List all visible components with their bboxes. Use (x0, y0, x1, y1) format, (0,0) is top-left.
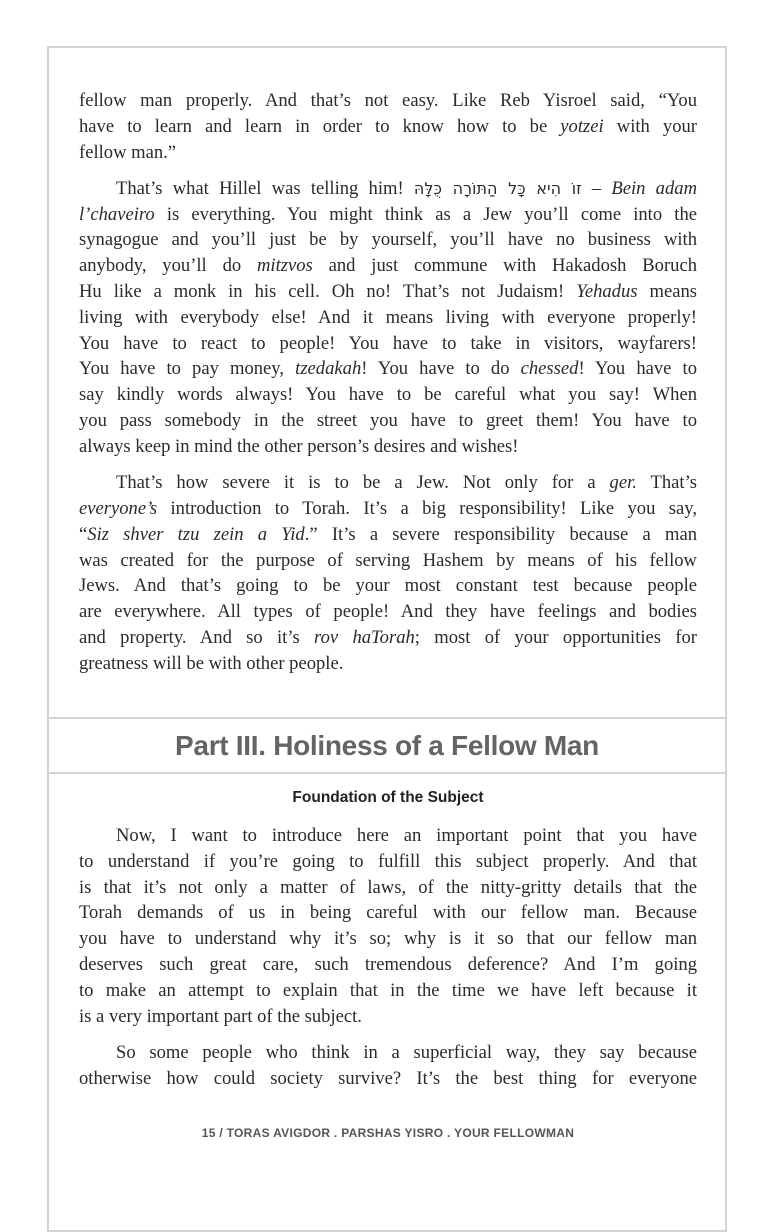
text-run: That’s what Hillel was telling him! (116, 177, 414, 199)
text-line (79, 305, 697, 331)
italic-term: Siz shver tzu zein a Yid (87, 523, 305, 545)
text-line (79, 823, 697, 849)
text-run: living with everybody else! And it means living with everyone properly! (79, 306, 697, 328)
text-line (79, 548, 697, 574)
text-run: That’s (636, 472, 697, 494)
text-line (79, 408, 697, 434)
text-run: You have to pay money, (79, 358, 296, 380)
body-text-section-1 (79, 88, 697, 687)
text-run: introduction to Torah. It’s a big responsibility! Like you say, (157, 497, 697, 519)
text-run: “ (79, 523, 88, 545)
text-run: Torah demands of us in being careful with our fellow man. Because (79, 902, 697, 924)
text-line (79, 1004, 697, 1030)
text-line (79, 875, 697, 901)
text-line (79, 356, 697, 382)
text-run: you pass somebody in the street you have to greet them! You have to (79, 410, 697, 432)
text-line (79, 496, 697, 522)
page-footer: 15 / TORAS AVIGDOR . PARSHAS YISRO . YOUR FELLOWMAN (201, 1126, 575, 1140)
italic-term: everyone’s (79, 497, 158, 519)
text-run: say kindly words always! You have to be careful what you say! When (79, 384, 697, 406)
text-line (79, 382, 697, 408)
subheading: Foundation of the Subject (292, 789, 484, 806)
text-run: ! You have to (578, 358, 697, 380)
italic-term: mitzvos (257, 255, 313, 277)
text-run: with your (603, 115, 697, 137)
text-line (79, 227, 697, 253)
text-line (79, 651, 697, 677)
italic-term: chessed (520, 358, 579, 380)
text-run: to make an attempt to explain that in the time we have left because it (79, 979, 697, 1001)
text-line (79, 202, 697, 228)
body-text-section-2 (79, 823, 697, 1102)
paragraph (79, 823, 697, 1029)
text-run: are everywhere. All types of people! And they have feelings and bodies (79, 601, 697, 623)
text-run: and property. And so it’s (79, 626, 315, 648)
text-line (79, 573, 697, 599)
italic-term: Yehadus (576, 281, 638, 303)
text-run: fellow man properly. And that’s not easy. Like Reb Yisroel said, “You (79, 90, 697, 111)
text-line (79, 926, 697, 952)
text-line (79, 952, 697, 978)
italic-term: rov haTorah (314, 626, 415, 648)
text-run: always keep in mind the other person’s desires and wishes! (79, 435, 519, 457)
text-run: to understand if you’re going to fulfill this subject properly. And that (79, 850, 697, 872)
text-run: Hu like a monk in his cell. Oh no! That’s not Judaism! (79, 281, 577, 303)
italic-term: ger. (609, 472, 637, 494)
text-line (79, 625, 697, 651)
text-run: you have to understand why it’s so; why is it so that our fellow man (79, 928, 697, 950)
text-run: Now, I want to introduce here an important point that you have (116, 825, 697, 846)
text-line (79, 849, 697, 875)
text-run: is everything. You might think as a Jew you’ll come into the (154, 203, 697, 225)
hebrew-quote: זוֹ הִיא כָּל הַתּוֹרָה כֻּלָּהּ (413, 178, 582, 198)
text-line (79, 253, 697, 279)
text-run: That’s how severe it is to be a Jew. Not only for a (116, 472, 610, 494)
italic-term: Bein adam (611, 177, 698, 199)
text-run: have to learn and learn in order to know how to be (79, 115, 561, 137)
text-line (79, 470, 697, 496)
text-line (79, 114, 697, 140)
text-run: means (637, 281, 697, 303)
text-run: You have to react to people! You have to take in visitors, wayfarers! (79, 332, 697, 354)
text-run: and just commune with Hakadosh Boruch (312, 255, 697, 277)
text-run: fellow man.” (79, 141, 177, 163)
text-line (79, 279, 697, 305)
text-line (79, 1066, 697, 1092)
text-run: ; most of your opportunities for (414, 626, 697, 648)
text-run: Jews. And that’s going to be your most constant test because people (79, 575, 697, 597)
text-run: ! You have to do (361, 358, 521, 380)
paragraph (79, 470, 697, 676)
paragraph (79, 176, 697, 460)
text-run: is a very important part of the subject. (79, 1005, 362, 1027)
text-line (79, 331, 697, 357)
text-line (79, 978, 697, 1004)
text-line (79, 88, 697, 114)
text-run: – (581, 177, 612, 199)
part-title: Part III. Holiness of a Fellow Man (175, 729, 599, 761)
italic-term: l’chaveiro (79, 203, 155, 225)
text-run: greatness will be with other people. (79, 652, 344, 674)
italic-term: yotzei (560, 115, 604, 137)
text-line (79, 176, 697, 202)
text-line (79, 1040, 697, 1066)
text-line (79, 599, 697, 625)
text-line (79, 900, 697, 926)
text-run: So some people who think in a superficial way, they say because (116, 1041, 697, 1063)
part-title-bar (47, 717, 727, 774)
text-run: deserves such great care, such tremendous deference? And I’m going (79, 953, 697, 975)
text-run: anybody, you’ll do (79, 255, 257, 277)
text-run: synagogue and you’ll just be by yourself, you’ll have no business with (79, 229, 697, 251)
text-run: is that it’s not only a matter of laws, of the nitty-gritty details that the (79, 876, 697, 898)
text-line (79, 434, 697, 460)
paragraph (79, 88, 697, 165)
italic-term: tzedakah (295, 358, 362, 380)
text-line (79, 140, 697, 166)
paragraph (79, 1040, 697, 1092)
text-run: otherwise how could society survive? It’s the best thing for everyone (79, 1067, 697, 1089)
text-line (79, 522, 697, 548)
text-run: was created for the purpose of serving Hashem by means of his fellow (79, 549, 697, 571)
text-run: .” It’s a severe responsibility because a man (304, 523, 697, 545)
